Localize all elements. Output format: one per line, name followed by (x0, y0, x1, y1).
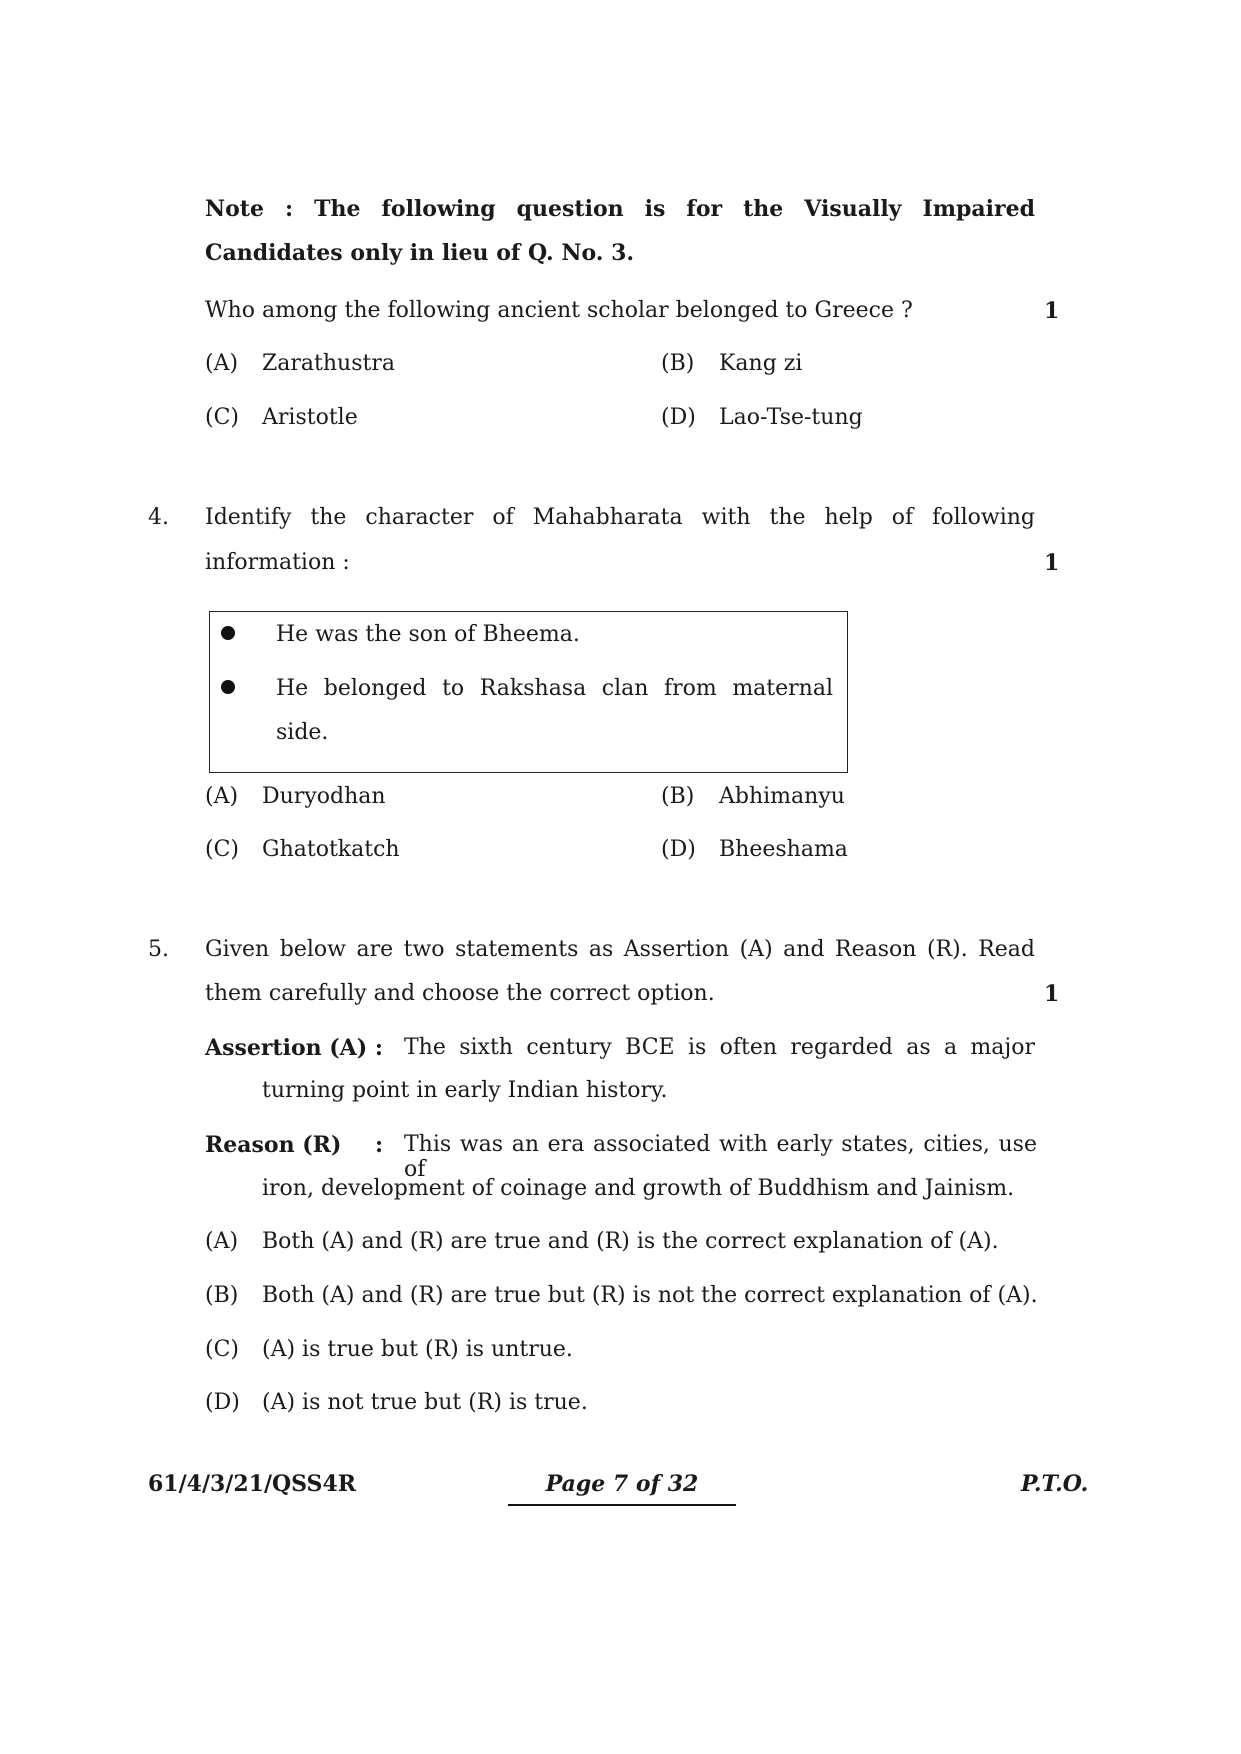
q4-option-c-text: Ghatotkatch (262, 837, 400, 862)
page-number: Page 7 of 32 (545, 1471, 699, 1497)
reason-colon: : (375, 1132, 384, 1158)
q4-marks: 1 (1044, 550, 1060, 576)
vi-option-a-text: Zarathustra (262, 351, 395, 376)
vi-question-text: Who among the following ancient scholar belonged to Greece ? (205, 298, 913, 323)
q5-option-b-letter: (B) (205, 1283, 239, 1308)
q4-number: 4. (148, 505, 169, 530)
q5-option-d-letter: (D) (205, 1390, 240, 1415)
q4-option-b-letter: (B) (661, 784, 695, 809)
vi-option-b-letter: (B) (661, 351, 695, 376)
bullet-icon (221, 680, 235, 694)
assertion-line-2: turning point in early Indian history. (262, 1078, 668, 1103)
reason-line-2: iron, development of coinage and growth of Buddhism and Jainism. (262, 1176, 1015, 1201)
q4-option-d-text: Bheeshama (719, 837, 848, 862)
assertion-line-1: The sixth century BCE is often regarded as a major (404, 1035, 1035, 1060)
vi-option-d-text: Lao-Tse-tung (719, 405, 863, 430)
vi-option-c-text: Aristotle (262, 405, 358, 430)
vi-question-marks: 1 (1044, 298, 1060, 324)
note-line-1: Note : The following question is for the Visually Impaired (205, 196, 1035, 222)
q5-marks: 1 (1044, 981, 1060, 1007)
q5-line-1: Given below are two statements as Assertion (A) and Reason (R). Read (205, 937, 1035, 962)
q5-number: 5. (148, 937, 169, 962)
q5-option-a-letter: (A) (205, 1229, 239, 1254)
reason-label: Reason (R) (205, 1132, 342, 1158)
q5-option-d-text: (A) is not true but (R) is true. (262, 1390, 588, 1415)
clue-2-line-2: side. (276, 720, 329, 745)
page-number-underline (508, 1504, 736, 1506)
q4-option-c-letter: (C) (205, 837, 239, 862)
q4-option-d-letter: (D) (661, 837, 696, 862)
vi-option-b-text: Kang zi (719, 351, 803, 376)
clue-2-line-1: He belonged to Rakshasa clan from maternal (276, 676, 833, 701)
q5-option-c-letter: (C) (205, 1337, 239, 1362)
q5-line-2: them carefully and choose the correct option. (205, 981, 715, 1006)
q4-option-b-text: Abhimanyu (719, 784, 845, 809)
clue-1-text: He was the son of Bheema. (276, 622, 580, 647)
paper-code: 61/4/3/21/QSS4R (148, 1471, 357, 1497)
vi-option-d-letter: (D) (661, 405, 696, 430)
q5-option-a-text: Both (A) and (R) are true and (R) is the correct explanation of (A). (262, 1229, 999, 1254)
note-line-2: Candidates only in lieu of Q. No. 3. (205, 240, 635, 266)
vi-option-c-letter: (C) (205, 405, 239, 430)
q4-option-a-text: Duryodhan (262, 784, 386, 809)
pto-label: P.T.O. (1021, 1471, 1089, 1497)
assertion-label: Assertion (A) : (205, 1035, 383, 1061)
q5-option-b-text: Both (A) and (R) are true but (R) is not the correct explanation of (A). (262, 1283, 1038, 1308)
reason-line-1: This was an era associated with early states, cities, use of (404, 1132, 1037, 1182)
q4-option-a-letter: (A) (205, 784, 239, 809)
q5-option-c-text: (A) is true but (R) is untrue. (262, 1337, 573, 1362)
q4-line-2: information : (205, 550, 350, 575)
bullet-icon (221, 626, 235, 640)
vi-option-a-letter: (A) (205, 351, 239, 376)
q4-line-1: Identify the character of Mahabharata with the help of following (205, 505, 1035, 530)
